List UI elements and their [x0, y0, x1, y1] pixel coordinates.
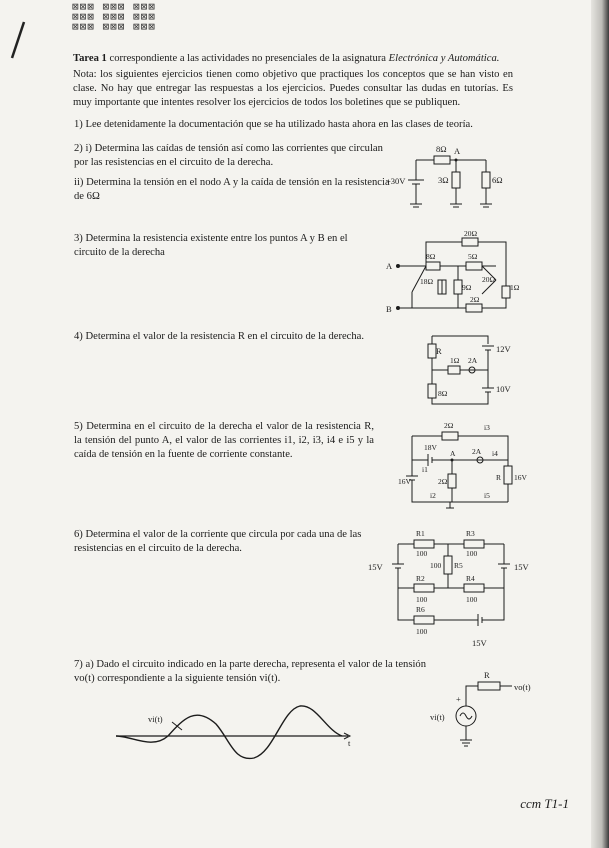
label-r3: R3: [466, 529, 475, 538]
page-footer: ccm T1-1: [520, 796, 569, 811]
label-r1: R1: [416, 529, 425, 538]
label-5ohm: 5Ω: [468, 252, 478, 261]
circuit-5: [398, 418, 527, 514]
problem-5: 5) Determina en el circuito de la derecha el valor de la resistencia R, la tensión del punto A, el valor de las corrientes i1, i2, i3, i4 e i5 y la caída de tensión en la fuente de corriente constante.: [74, 421, 374, 460]
label-r4-value: 100: [466, 595, 478, 604]
label-node-a: A: [450, 449, 456, 458]
label-r: R: [484, 670, 490, 680]
label-18ohm: 18Ω: [420, 277, 434, 286]
label-b: B: [386, 304, 392, 314]
label-2a: 2A: [472, 447, 482, 456]
label-plus: +: [456, 694, 461, 704]
label-20ohm-mid: 20Ω: [482, 275, 496, 284]
label-20ohm-top: 20Ω: [464, 229, 478, 238]
pen-mark: [8, 20, 28, 60]
label-r6-value: 100: [416, 627, 428, 636]
label-r5-value: 100: [430, 561, 442, 570]
label-vi-t: vi(t): [148, 714, 163, 724]
header-note: Nota: los siguientes ejercicios tienen como objetivo que practiques los conceptos que se han visto en clase. No hay que entregar las respuestas a los ejercicios. Puedes consultar las dudas en tutorías. Es muy importante que intentes resolver los ejercicios de todos los boletines que se publiquen.: [73, 69, 513, 108]
problem-7: 7) a) Dado el circuito indicado en la parte derecha, representa el valor de la tensión vo(t) correspondiente a la siguiente tensión vi(t).: [74, 659, 426, 684]
circuit-4: [420, 330, 520, 408]
label-30v: +30V: [386, 176, 406, 186]
label-r2: R2: [416, 574, 425, 583]
problem-1: 1) Lee detenidamente la documentación que se ha utilizado hasta ahora en las clases de teoría.: [74, 119, 473, 130]
label-i5: i5: [484, 491, 490, 500]
label-2ohm: 2Ω: [470, 295, 480, 304]
label-r: R: [436, 346, 442, 356]
label-8ohm: 8Ω: [426, 252, 436, 261]
circuit-2: [386, 140, 510, 218]
problem-4: 4) Determina el valor de la resistencia R en el circuito de la derecha.: [74, 331, 365, 342]
label-2ohm-top: 2Ω: [444, 421, 454, 430]
label-r5: R5: [454, 561, 463, 570]
label-r: R: [496, 473, 502, 482]
problem-3: 3) Determina la resistencia existente entre los puntos A y B en el circuito de la derecha: [74, 233, 348, 258]
label-r6: R6: [416, 605, 425, 614]
header-title: Tarea 1 correspondiente a las actividades no presenciales de la asignatura Electrónica y Automática.: [73, 53, 500, 64]
label-r1-value: 100: [416, 549, 428, 558]
label-10v: 10V: [496, 384, 511, 394]
label-2ohm-bottom: 2Ω: [438, 477, 448, 486]
problem-2-part-ii: ii) Determina la tensión en el nodo A y la caída de tensión en la resistencia de 6Ω: [74, 177, 390, 202]
label-8ohm: 8Ω: [436, 144, 447, 154]
circuit-7: [426, 668, 536, 754]
problem-6: 6) Determina el valor de la corriente que circula por cada una de las resistencias en el circuito de la derecha.: [74, 529, 362, 554]
label-i2: i2: [430, 491, 436, 500]
label-15v-right: 15V: [514, 562, 529, 572]
label-i3: i3: [484, 423, 490, 432]
label-16v-left: 16V: [398, 477, 411, 486]
label-12v: 12V: [496, 344, 511, 354]
label-a: A: [386, 261, 393, 271]
page-edge-shadow: [591, 0, 609, 848]
label-16v-right: 16V: [514, 473, 527, 482]
input-voltage-graph: [112, 700, 362, 770]
label-node-a: A: [454, 146, 461, 156]
label-r4: R4: [466, 574, 475, 583]
label-1ohm: 1Ω: [450, 356, 460, 365]
label-i4: i4: [492, 449, 498, 458]
label-15v-left: 15V: [368, 562, 383, 572]
label-r2-value: 100: [416, 595, 428, 604]
label-r3-value: 100: [466, 549, 478, 558]
problem-2-part-i: 2) i) Determina las caídas de tensión así como las corrientes que circulan por las resistencias en el circuito de la derecha.: [74, 143, 383, 168]
label-18v: 18V: [424, 443, 437, 452]
label-3ohm: 3Ω: [438, 175, 449, 185]
label-6ohm: 6Ω: [492, 175, 503, 185]
label-vi: vi(t): [430, 712, 445, 722]
label-9ohm: 9Ω: [462, 283, 472, 292]
label-8ohm: 8Ω: [438, 389, 448, 398]
label-2a: 2A: [468, 356, 478, 365]
label-15v-bottom: 15V: [472, 638, 487, 648]
label-vo: vo(t): [514, 682, 531, 692]
circuit-3: [386, 228, 520, 318]
handwritten-scribble: ⊠⊠⊠ ⊠⊠⊠ ⊠⊠⊠ ⊠⊠⊠ ⊠⊠⊠ ⊠⊠⊠ ⊠⊠⊠ ⊠⊠⊠ ⊠⊠⊠: [72, 0, 156, 33]
label-i1: i1: [422, 465, 428, 474]
label-1ohm: 1Ω: [510, 283, 520, 292]
label-t: t: [348, 738, 351, 748]
circuit-6: [368, 526, 534, 650]
